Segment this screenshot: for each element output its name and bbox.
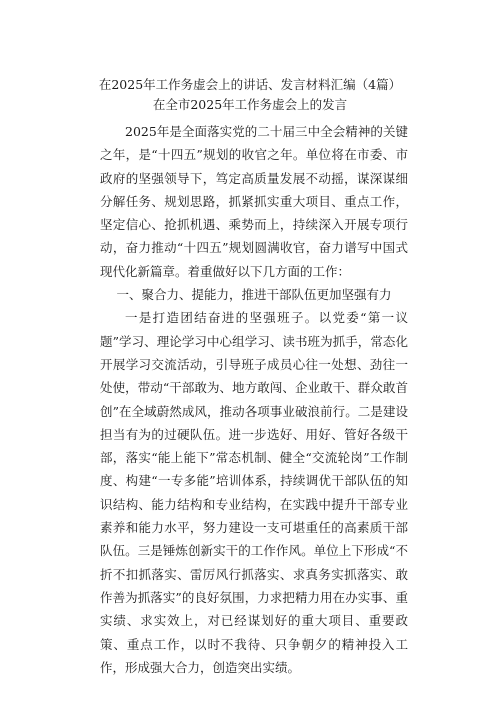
intro-paragraph: 2025年是全面落实党的二十届三中全会精神的关键之年，是“十四五”规划的收官之年。单位将在市委、市政府的坚强领导下，笃定高质量发展不动摇，谋深谋细分解任务、规划思路，抓紧抓实重大项目、重点工作，坚定信心、抢抓机遇、乘势而上，持续深入开展专项行动，奋力推动“十四五”规划圆满收官，奋力谱写中国式现代化新篇章。着重做好以下几方面的工作： <box>100 124 408 279</box>
document-body <box>100 120 408 679</box>
body-paragraph: 一是打造团结奋进的坚强班子。以党委“第一议题”学习、理论学习中心组学习、读书班为抓手，常态化开展学习交流活动，引导班子成员心往一处想、劲往一处使，带动“干部敢为、地方敢闯、企业敢干、群众敢首创”在全域蔚然成风，推动各项事业破浪前行。二是建设担当有为的过硬队伍。进一步选好、用好、管好各级干部，落实“能上能下”常态机制、健全“交流轮岗”工作制度、构建“一专多能”培训体系，持续调优干部队伍的知识结构、能力结构和专业结构，在实践中提升干部专业素养和能力水平，努力建设一支可堪重任的高素质干部队伍。三是锤炼创新实干的工作作风。单位上下形成“不折不扣抓落实、雷厉风行抓落实、求真务实抓落实、敢作善为抓落实”的良好氛围，力求把精力用在办实事、重实绩、求实效上，对已经谋划好的重大项目、重要政策、重点工作，以时不我待、只争朝夕的精神投入工作，形成强大合力，创造突出实绩。 <box>100 310 408 675</box>
document-title: 在2025年工作务虚会上的讲话、发言材料汇编（4篇） <box>98 77 402 92</box>
section-heading: 一、聚合力、提能力，推进干部队伍更加坚强有力 <box>116 287 392 303</box>
document-subtitle: 在全市2025年工作务虚会上的发言 <box>152 97 348 112</box>
